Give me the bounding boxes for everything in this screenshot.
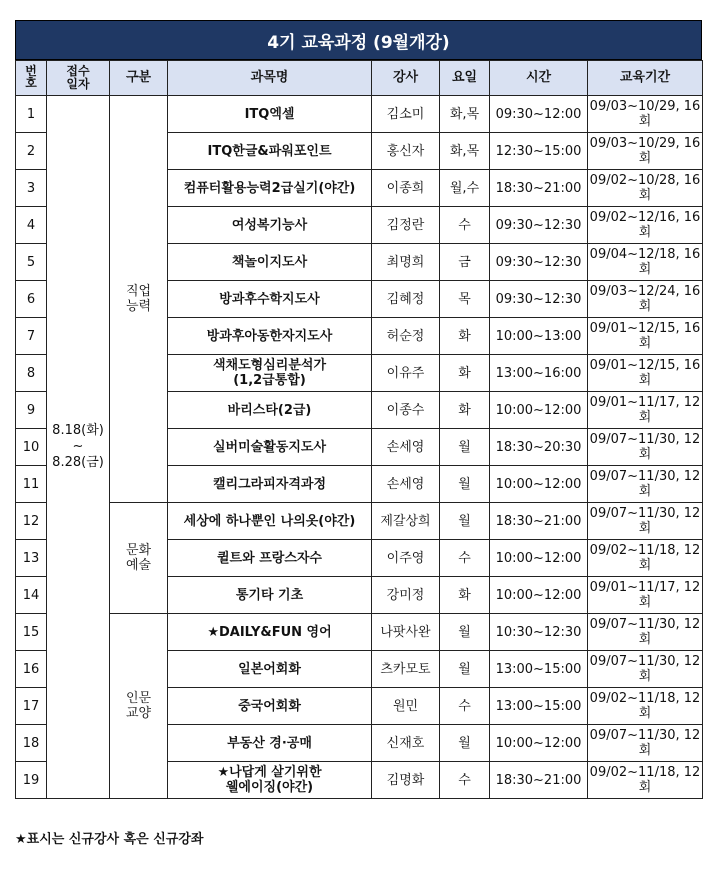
row-no: 11 [16, 466, 47, 503]
page-title: 4기 교육과정 (9월개강) [15, 20, 702, 60]
teacher: 김정란 [372, 207, 440, 244]
teacher: 김혜정 [372, 281, 440, 318]
row-no: 10 [16, 429, 47, 466]
time: 10:00~12:00 [490, 466, 588, 503]
time: 13:00~15:00 [490, 688, 588, 725]
time: 10:00~13:00 [490, 318, 588, 355]
header-teacher: 강사 [372, 61, 440, 96]
header-registration: 접수일자 [47, 61, 110, 96]
day: 월,수 [440, 170, 490, 207]
period: 09/07~11/30, 12회 [588, 614, 703, 651]
course-name: 통기타 기초 [168, 577, 372, 614]
teacher: 이유주 [372, 355, 440, 392]
time: 13:00~16:00 [490, 355, 588, 392]
header-category: 구분 [110, 61, 168, 96]
day: 금 [440, 244, 490, 281]
time: 18:30~21:00 [490, 170, 588, 207]
teacher: 손세영 [372, 429, 440, 466]
course-name: 책놀이지도사 [168, 244, 372, 281]
day: 수 [440, 762, 490, 799]
day: 월 [440, 614, 490, 651]
row-no: 13 [16, 540, 47, 577]
teacher: 허순정 [372, 318, 440, 355]
period: 09/03~10/29, 16회 [588, 133, 703, 170]
header-period: 교육기간 [588, 61, 703, 96]
day: 목 [440, 281, 490, 318]
teacher: 이종수 [372, 392, 440, 429]
course-name: 여성복기능사 [168, 207, 372, 244]
row-no: 9 [16, 392, 47, 429]
teacher: 이종희 [372, 170, 440, 207]
course-name: 부동산 경·공매 [168, 725, 372, 762]
time: 09:30~12:30 [490, 207, 588, 244]
period: 09/07~11/30, 12회 [588, 651, 703, 688]
teacher: 강미정 [372, 577, 440, 614]
period: 09/04~12/18, 16회 [588, 244, 703, 281]
time: 18:30~20:30 [490, 429, 588, 466]
time: 12:30~15:00 [490, 133, 588, 170]
period: 09/02~10/28, 16회 [588, 170, 703, 207]
day: 화 [440, 392, 490, 429]
course-name-line2: 웰에이징(야간) [225, 780, 314, 795]
category-humanities: 인문교양 [110, 614, 168, 799]
table-header-row [16, 61, 703, 96]
course-name [168, 762, 372, 799]
row-no: 17 [16, 688, 47, 725]
table-row [16, 96, 703, 133]
course-name: 방과후아동한자지도사 [168, 318, 372, 355]
row-no: 4 [16, 207, 47, 244]
period: 09/01~12/15, 16회 [588, 355, 703, 392]
day: 화 [440, 318, 490, 355]
period: 09/03~12/24, 16회 [588, 281, 703, 318]
time: 09:30~12:30 [490, 244, 588, 281]
course-name: 바리스타(2급) [168, 392, 372, 429]
day: 수 [440, 540, 490, 577]
row-no: 2 [16, 133, 47, 170]
time: 09:30~12:30 [490, 281, 588, 318]
row-no: 14 [16, 577, 47, 614]
course-name: 방과후수학지도사 [168, 281, 372, 318]
teacher: 신재호 [372, 725, 440, 762]
row-no: 6 [16, 281, 47, 318]
day: 월 [440, 466, 490, 503]
time: 13:00~15:00 [490, 651, 588, 688]
row-no: 5 [16, 244, 47, 281]
course-name-line1: ★나답게 살기위한 [217, 765, 322, 780]
day: 화 [440, 355, 490, 392]
course-name: 실버미술활동지도사 [168, 429, 372, 466]
course-name: ITQ한글&파워포인트 [168, 133, 372, 170]
period: 09/01~11/17, 12회 [588, 392, 703, 429]
header-no: 번호 [16, 61, 47, 96]
time: 18:30~21:00 [490, 503, 588, 540]
teacher: 김소미 [372, 96, 440, 133]
period: 09/02~11/18, 12회 [588, 540, 703, 577]
course-name: 컴퓨터활용능력2급실기(야간) [168, 170, 372, 207]
category-culture: 문화예술 [110, 503, 168, 614]
course-name: 퀼트와 프랑스자수 [168, 540, 372, 577]
day: 수 [440, 688, 490, 725]
footnote: ★표시는 신규강사 혹은 신규강좌 [15, 832, 204, 847]
teacher: 홍신자 [372, 133, 440, 170]
course-table [15, 60, 703, 799]
course-name-line2: (1,2급통합) [233, 373, 306, 388]
course-name: 일본어회화 [168, 651, 372, 688]
period: 09/07~11/30, 12회 [588, 725, 703, 762]
time: 10:00~12:00 [490, 725, 588, 762]
period: 09/02~11/18, 12회 [588, 762, 703, 799]
teacher: 김명화 [372, 762, 440, 799]
row-no: 1 [16, 96, 47, 133]
day: 월 [440, 725, 490, 762]
teacher: 최명희 [372, 244, 440, 281]
period: 09/07~11/30, 12회 [588, 503, 703, 540]
day: 월 [440, 429, 490, 466]
time: 10:00~12:00 [490, 577, 588, 614]
course-name: 캘리그라피자격과정 [168, 466, 372, 503]
registration-period: 8.18(화) ~ 8.28(금) [47, 96, 110, 799]
course-name: ★DAILY&FUN 영어 [168, 614, 372, 651]
course-name [168, 355, 372, 392]
row-no: 18 [16, 725, 47, 762]
period: 09/02~11/18, 12회 [588, 688, 703, 725]
day: 화,목 [440, 133, 490, 170]
period: 09/01~12/15, 16회 [588, 318, 703, 355]
period: 09/03~10/29, 16회 [588, 96, 703, 133]
teacher: 나팟사완 [372, 614, 440, 651]
teacher: 원민 [372, 688, 440, 725]
day: 화 [440, 577, 490, 614]
time: 18:30~21:00 [490, 762, 588, 799]
header-course: 과목명 [168, 61, 372, 96]
row-no: 16 [16, 651, 47, 688]
period: 09/02~12/16, 16회 [588, 207, 703, 244]
row-no: 19 [16, 762, 47, 799]
day: 화,목 [440, 96, 490, 133]
table-row [16, 614, 703, 651]
course-name: 중국어회화 [168, 688, 372, 725]
teacher: 이주영 [372, 540, 440, 577]
header-time: 시간 [490, 61, 588, 96]
row-no: 7 [16, 318, 47, 355]
row-no: 3 [16, 170, 47, 207]
day: 월 [440, 651, 490, 688]
day: 수 [440, 207, 490, 244]
course-name: ITQ엑셀 [168, 96, 372, 133]
row-no: 8 [16, 355, 47, 392]
time: 10:30~12:30 [490, 614, 588, 651]
teacher: 츠카모토 [372, 651, 440, 688]
teacher: 제갈상희 [372, 503, 440, 540]
period: 09/07~11/30, 12회 [588, 466, 703, 503]
table-row [16, 503, 703, 540]
teacher: 손세영 [372, 466, 440, 503]
time: 09:30~12:00 [490, 96, 588, 133]
category-job: 직업능력 [110, 96, 168, 503]
time: 10:00~12:00 [490, 540, 588, 577]
time: 10:00~12:00 [490, 392, 588, 429]
period: 09/01~11/17, 12회 [588, 577, 703, 614]
header-day: 요일 [440, 61, 490, 96]
course-name: 세상에 하나뿐인 나의옷(야간) [168, 503, 372, 540]
row-no: 15 [16, 614, 47, 651]
day: 월 [440, 503, 490, 540]
row-no: 12 [16, 503, 47, 540]
period: 09/07~11/30, 12회 [588, 429, 703, 466]
course-name-line1: 색채도형심리분석가 [212, 358, 327, 373]
